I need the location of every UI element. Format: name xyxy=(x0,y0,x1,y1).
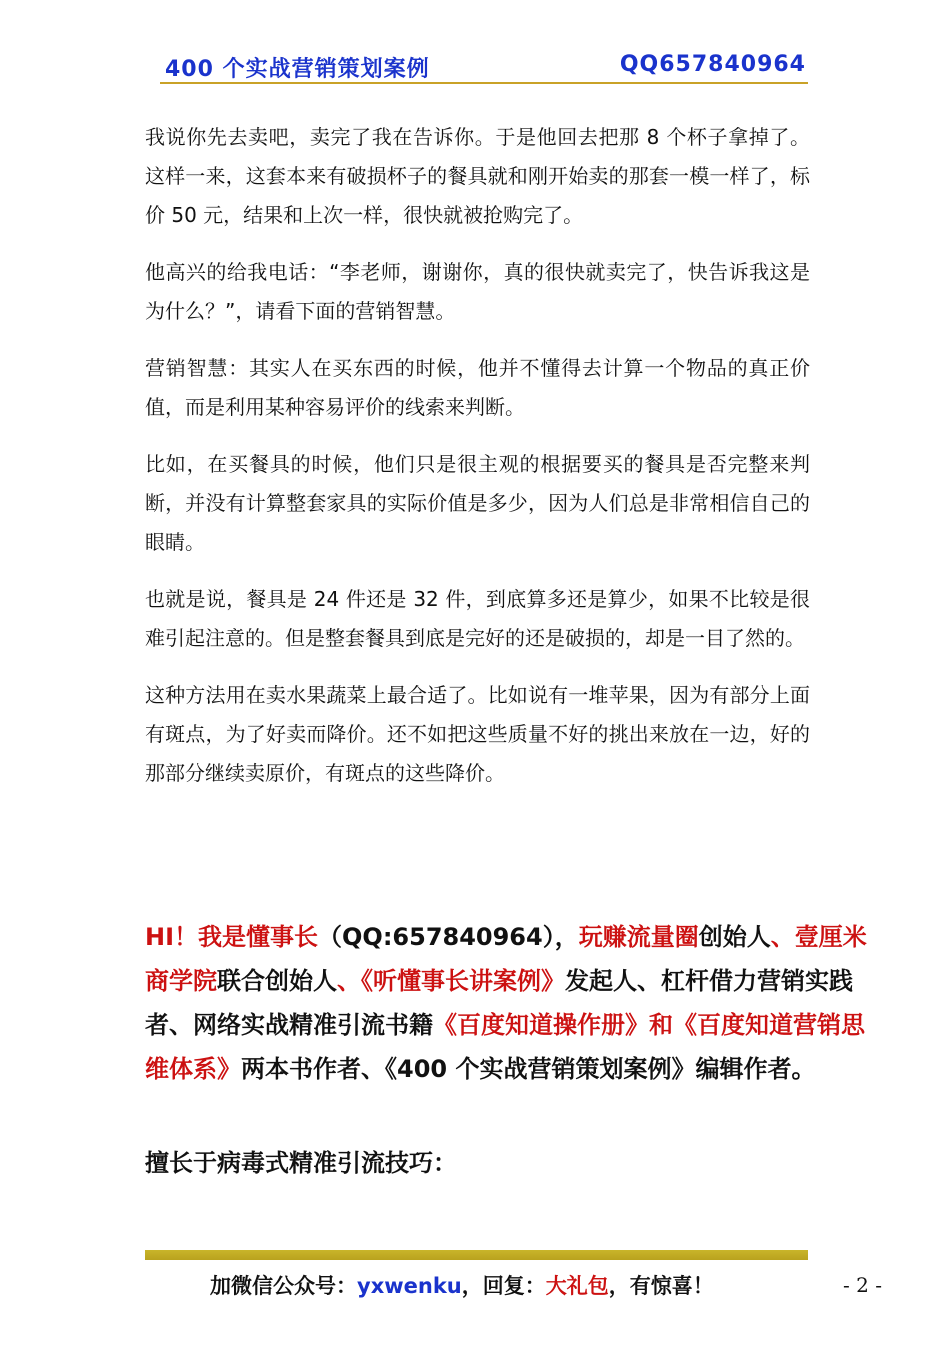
paragraph: 这种方法用在卖水果蔬菜上最合适了。比如说有一堆苹果，因为有部分上面有斑点，为了好卖而降价。还不如把这些质量不好的挑出来放在一边，好的那部分继续卖原价，有斑点的这些降价。 xyxy=(145,683,810,785)
footer-prefix: 加微信公众号： xyxy=(210,1274,357,1298)
bio-role-1: 创始人 xyxy=(698,923,771,951)
bio-books: 《百度知道操作册》和《百度知道营销思维体系》 xyxy=(145,1011,865,1083)
footer-promo xyxy=(210,1270,714,1300)
bio-role-2: 联合创始人 xyxy=(217,967,337,995)
footer-suffix: ，有惊喜！ xyxy=(608,1274,714,1298)
article-body xyxy=(145,118,810,811)
page-header xyxy=(160,50,808,84)
paragraph: 他高兴的给我电话：“李老师，谢谢你，真的很快就卖完了，快告诉我这是为什么？”，请看下面的营销智慧。 xyxy=(145,260,810,323)
footer-middle: ，回复： xyxy=(461,1274,546,1298)
paragraph: 营销智慧：其实人在买东西的时候，他并不懂得去计算一个物品的真正价值，而是利用某种容易评价的线索来判断。 xyxy=(145,356,810,419)
paragraph: 我说你先去卖吧，卖完了我在告诉你。于是他回去把那 8 个杯子拿掉了。这样一来，这套本来有破损杯子的餐具就和刚开始卖的那套一模一样了，标价 50 元，结果和上次一样，很快就被抢购完了。 xyxy=(145,125,810,227)
bio-brand-3: 、《听懂事长讲案例》 xyxy=(337,967,565,995)
bio-qq: （QQ:657840964）， xyxy=(318,923,579,951)
bio-brand-2: 、壹厘米商学院 xyxy=(145,923,867,995)
paragraph: 也就是说，餐具是 24 件还是 32 件，到底算多还是算少，如果不比较是很难引起注意的。但是整套餐具到底是完好的还是破损的，却是一目了然的。 xyxy=(145,587,810,650)
specialty-line: 擅长于病毒式精准引流技巧： xyxy=(145,1149,457,1177)
bio-role-4: 两本书作者、《400 个实战营销策划案例》编辑作者。 xyxy=(241,1055,816,1083)
footer-account: yxwenku xyxy=(357,1274,462,1298)
footer-divider xyxy=(145,1250,808,1260)
author-bio xyxy=(145,915,875,1091)
bio-role-3: 发起人、杠杆借力营销实践者、网络实战精准引流书籍 xyxy=(145,967,853,1039)
paragraph: 比如，在买餐具的时候，他们只是很主观的根据要买的餐具是否完整来判断，并没有计算整套家具的实际价值是多少，因为人们总是非常相信自己的眼睛。 xyxy=(145,452,810,554)
bio-greeting: HI！我是懂事长 xyxy=(145,923,319,951)
footer-gift: 大礼包 xyxy=(545,1274,609,1298)
header-qq: QQ657840964 xyxy=(619,52,806,77)
header-title: 400 个实战营销策划案例 xyxy=(165,57,430,82)
page-number: - 2 - xyxy=(843,1273,882,1297)
bio-brand-1: 玩赚流量圈 xyxy=(578,923,699,951)
